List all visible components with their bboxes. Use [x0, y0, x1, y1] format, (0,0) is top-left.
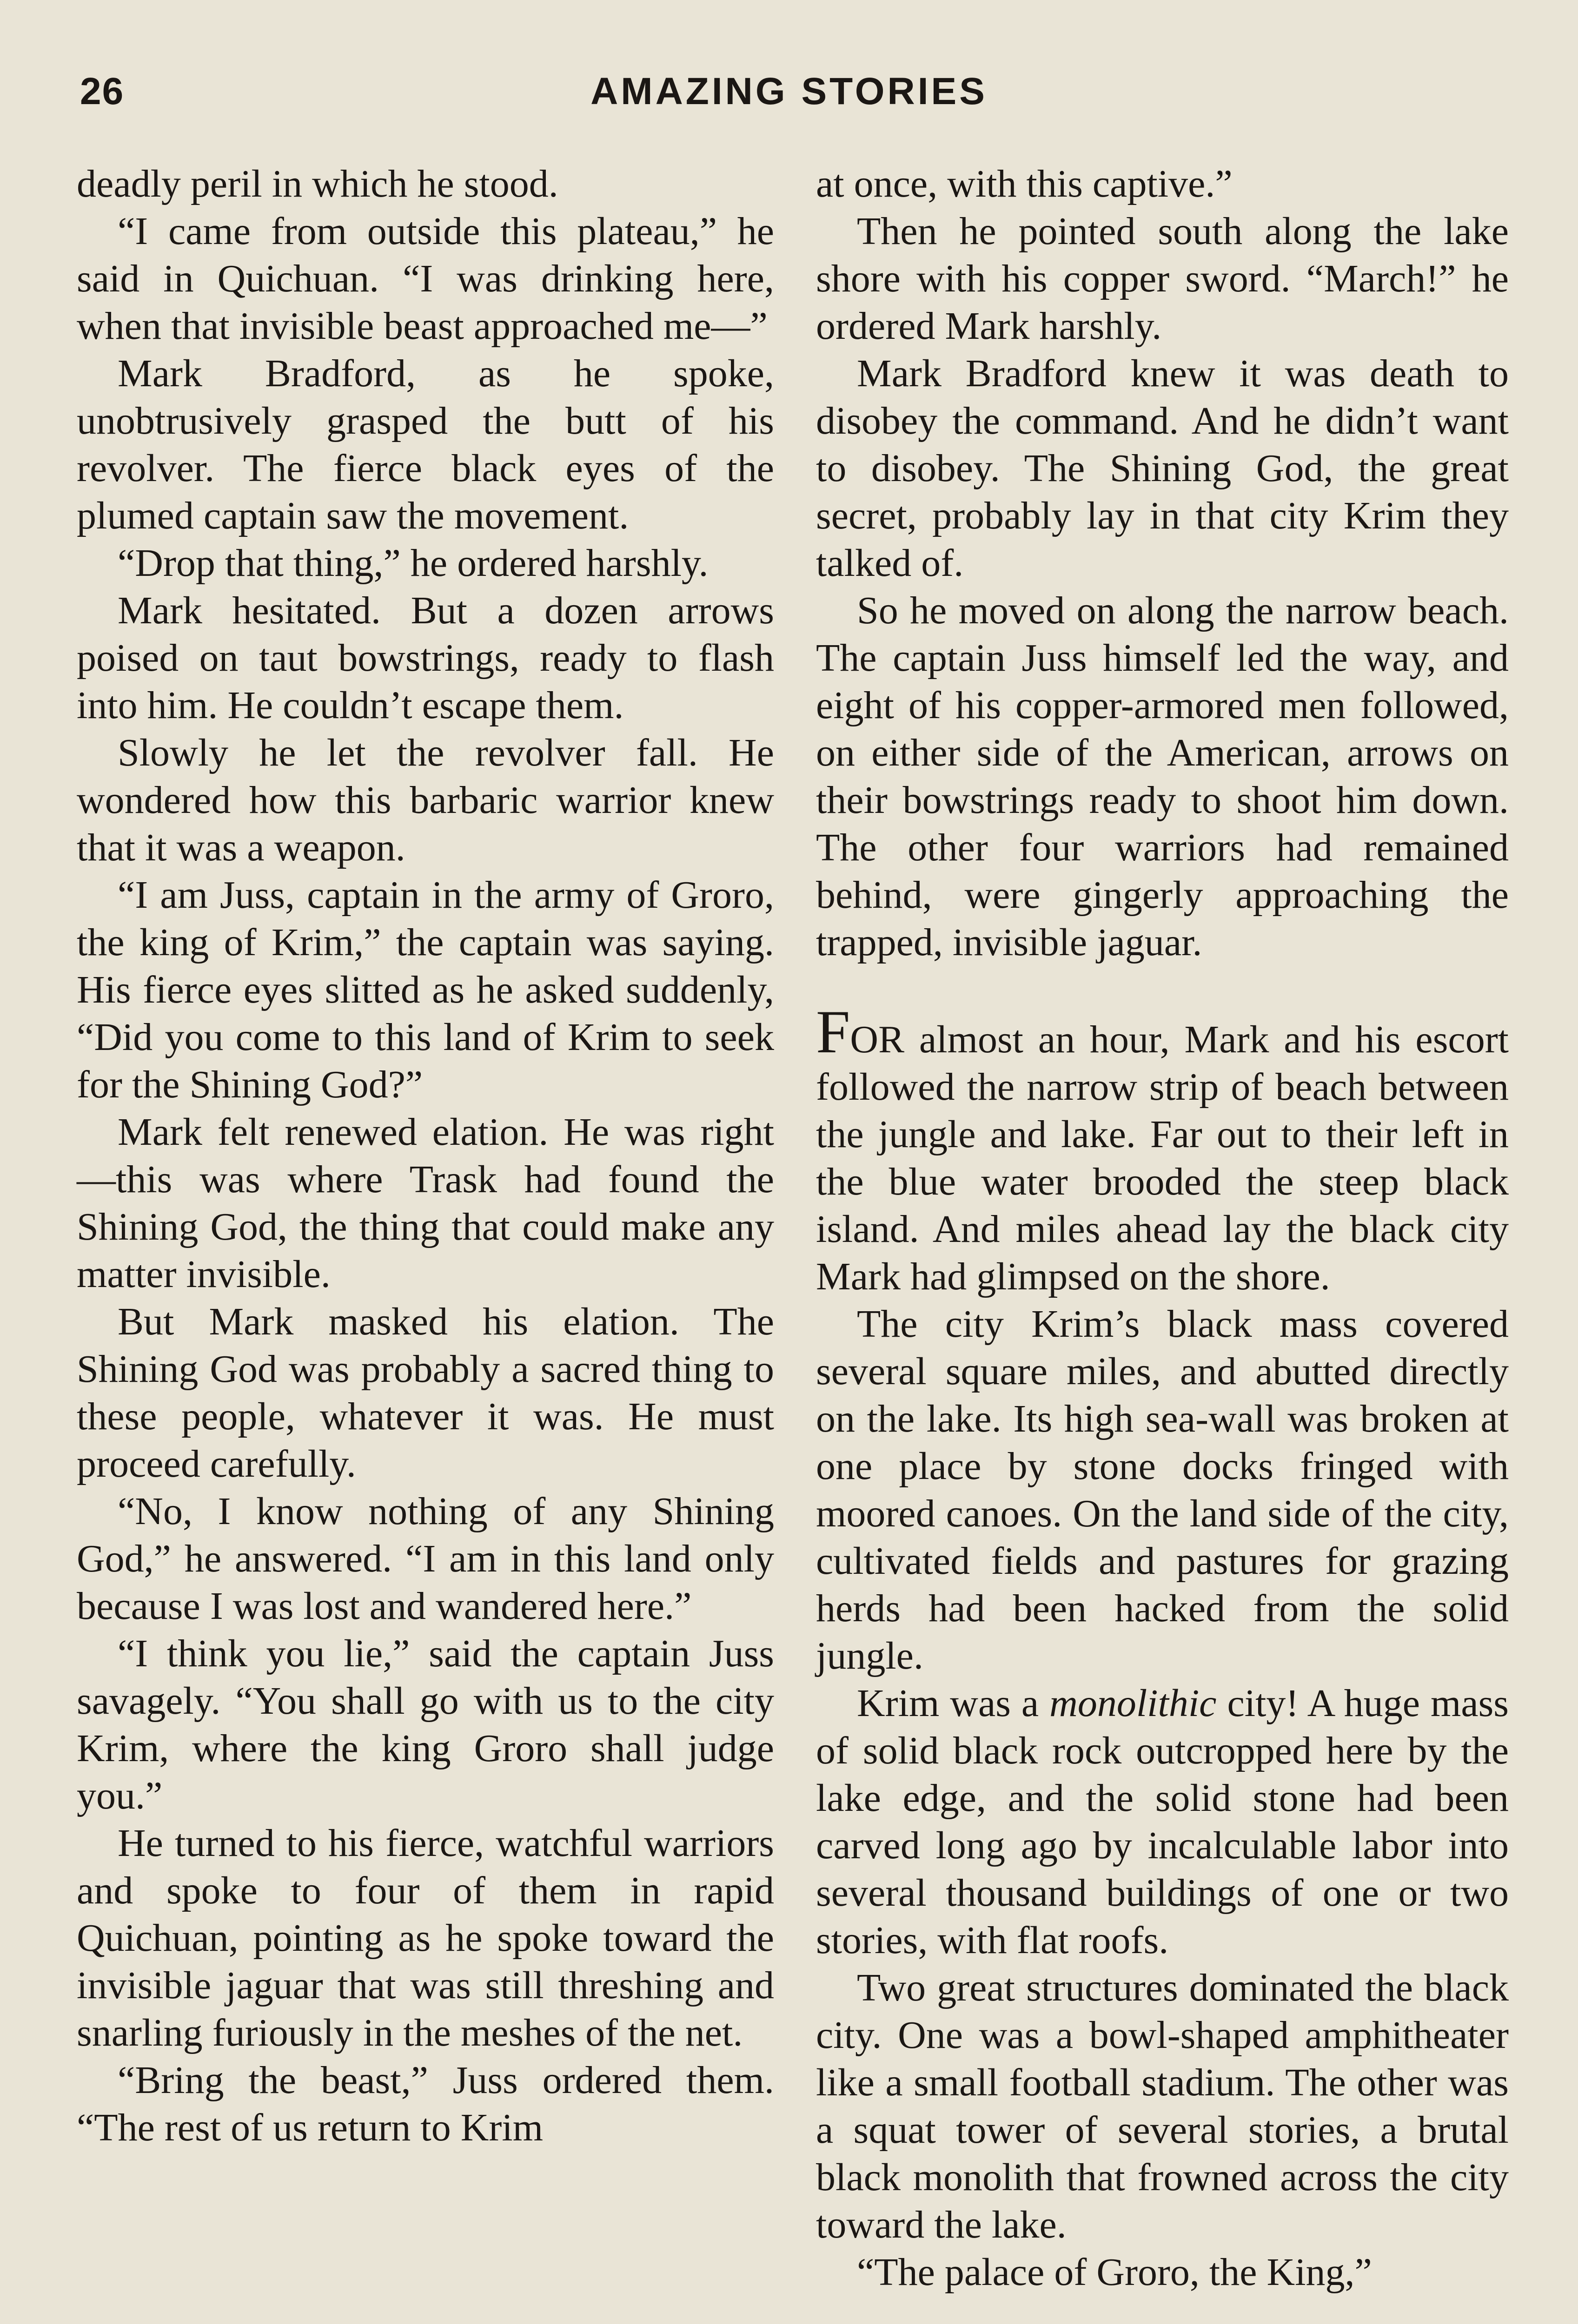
- italic-word: monolithic: [1049, 1682, 1217, 1725]
- paragraph: “Drop that thing,” he ordered harshly.: [118, 541, 709, 585]
- section-opening-paragraph: [816, 997, 1509, 1301]
- paragraph: Slowly he let the revolver fall. He wondered how this barbaric warrior knew that it was a weapon.: [77, 731, 774, 869]
- paragraph: “I came from outside this plateau,” he said in Quichuan. “I was drinking here, when that invisible beast approached me—”: [77, 210, 774, 348]
- paragraph-monolithic: [816, 1680, 1509, 1964]
- right-column: [816, 160, 1509, 2296]
- paragraph: deadly peril in which he stood.: [77, 162, 558, 205]
- paragraph: Mark felt renewed elation. He was right—this was where Trask had found the Shining God, the thing that could make any matter invisible.: [77, 1110, 774, 1296]
- drop-cap: F: [816, 997, 850, 1066]
- paragraph: at once, with this captive.”: [816, 162, 1233, 205]
- text-run: city! A huge mass of solid black rock outcropped here by the lake edge, and the solid stone had been carved long ago by incalculable labor into several thousand buildings of one or two stories, with flat roofs.: [816, 1682, 1509, 1962]
- running-title: AMAZING STORIES: [590, 70, 988, 112]
- paragraph: Mark Bradford, as he spoke, unobtrusively grasped the butt of his revolver. The fierce black eyes of the plumed captain saw the movement.: [77, 352, 774, 537]
- paragraph: “The palace of Groro, the King,”: [857, 2251, 1372, 2294]
- text-run: Krim was a: [857, 1682, 1050, 1725]
- left-column: [77, 160, 774, 2152]
- paragraph: “No, I know nothing of any Shining God,” he answered. “I am in this land only because I was lost and wandered here.”: [77, 1490, 774, 1628]
- paragraph: Then he pointed south along the lake shore with his copper sword. “March!” he ordered Mark harshly.: [816, 210, 1509, 348]
- paragraph: The city Krim’s black mass covered several square miles, and abutted directly on the lake. Its high sea-wall was broken at one place by stone docks fringed with moored canoes. On the land side of the city, cultivated fields and pastures for grazing herds had been hacked from the solid jungle.: [816, 1302, 1509, 1677]
- paragraph: Mark Bradford knew it was death to disobey the command. And he didn’t want to disobey. The Shining God, the great secret, probably lay in that city Krim they talked of.: [816, 352, 1509, 585]
- paragraph: Mark hesitated. But a dozen arrows poised on taut bowstrings, ready to flash into him. He couldn’t escape them.: [77, 589, 774, 727]
- paragraph: He turned to his fierce, watchful warriors and spoke to four of them in rapid Quichuan, pointing as he spoke toward the invisible jaguar that was still threshing and snarling furiously in the meshes of the net.: [77, 1822, 774, 2054]
- paragraph: “I think you lie,” said the captain Juss savagely. “You shall go with us to the city Krim, where the king Groro shall judge you.”: [77, 1632, 774, 1817]
- paragraph: Two great structures dominated the black city. One was a bowl-shaped amphitheater like a small football stadium. The other was a squat tower of several stories, a brutal black monolith that frowned across the city toward the lake.: [816, 1966, 1509, 2246]
- page-number: 26: [80, 70, 125, 112]
- paragraph: “I am Juss, captain in the army of Groro, the king of Krim,” the captain was saying. His fierce eyes slitted as he asked suddenly, “Did you come to this land of Krim to seek for the Shining God?”: [77, 873, 774, 1106]
- section-opening-text: OR almost an hour, Mark and his escort followed the narrow strip of beach between the jungle and lake. Far out to their left in the blue water brooded the steep black island. And miles ahead lay the black city Mark had glimpsed on the shore.: [816, 1018, 1509, 1298]
- paragraph: But Mark masked his elation. The Shining God was probably a sacred thing to these people, whatever it was. He must proceed carefully.: [77, 1300, 774, 1486]
- paragraph: So he moved on along the narrow beach. The captain Juss himself led the way, and eight of his copper-armored men followed, on either side of the American, arrows on their bowstrings ready to shoot him down. The other four warriors had remained behind, were gingerly approaching the trapped, invisible jaguar.: [816, 589, 1509, 964]
- paragraph: “Bring the beast,” Juss ordered them. “The rest of us return to Krim: [77, 2059, 774, 2149]
